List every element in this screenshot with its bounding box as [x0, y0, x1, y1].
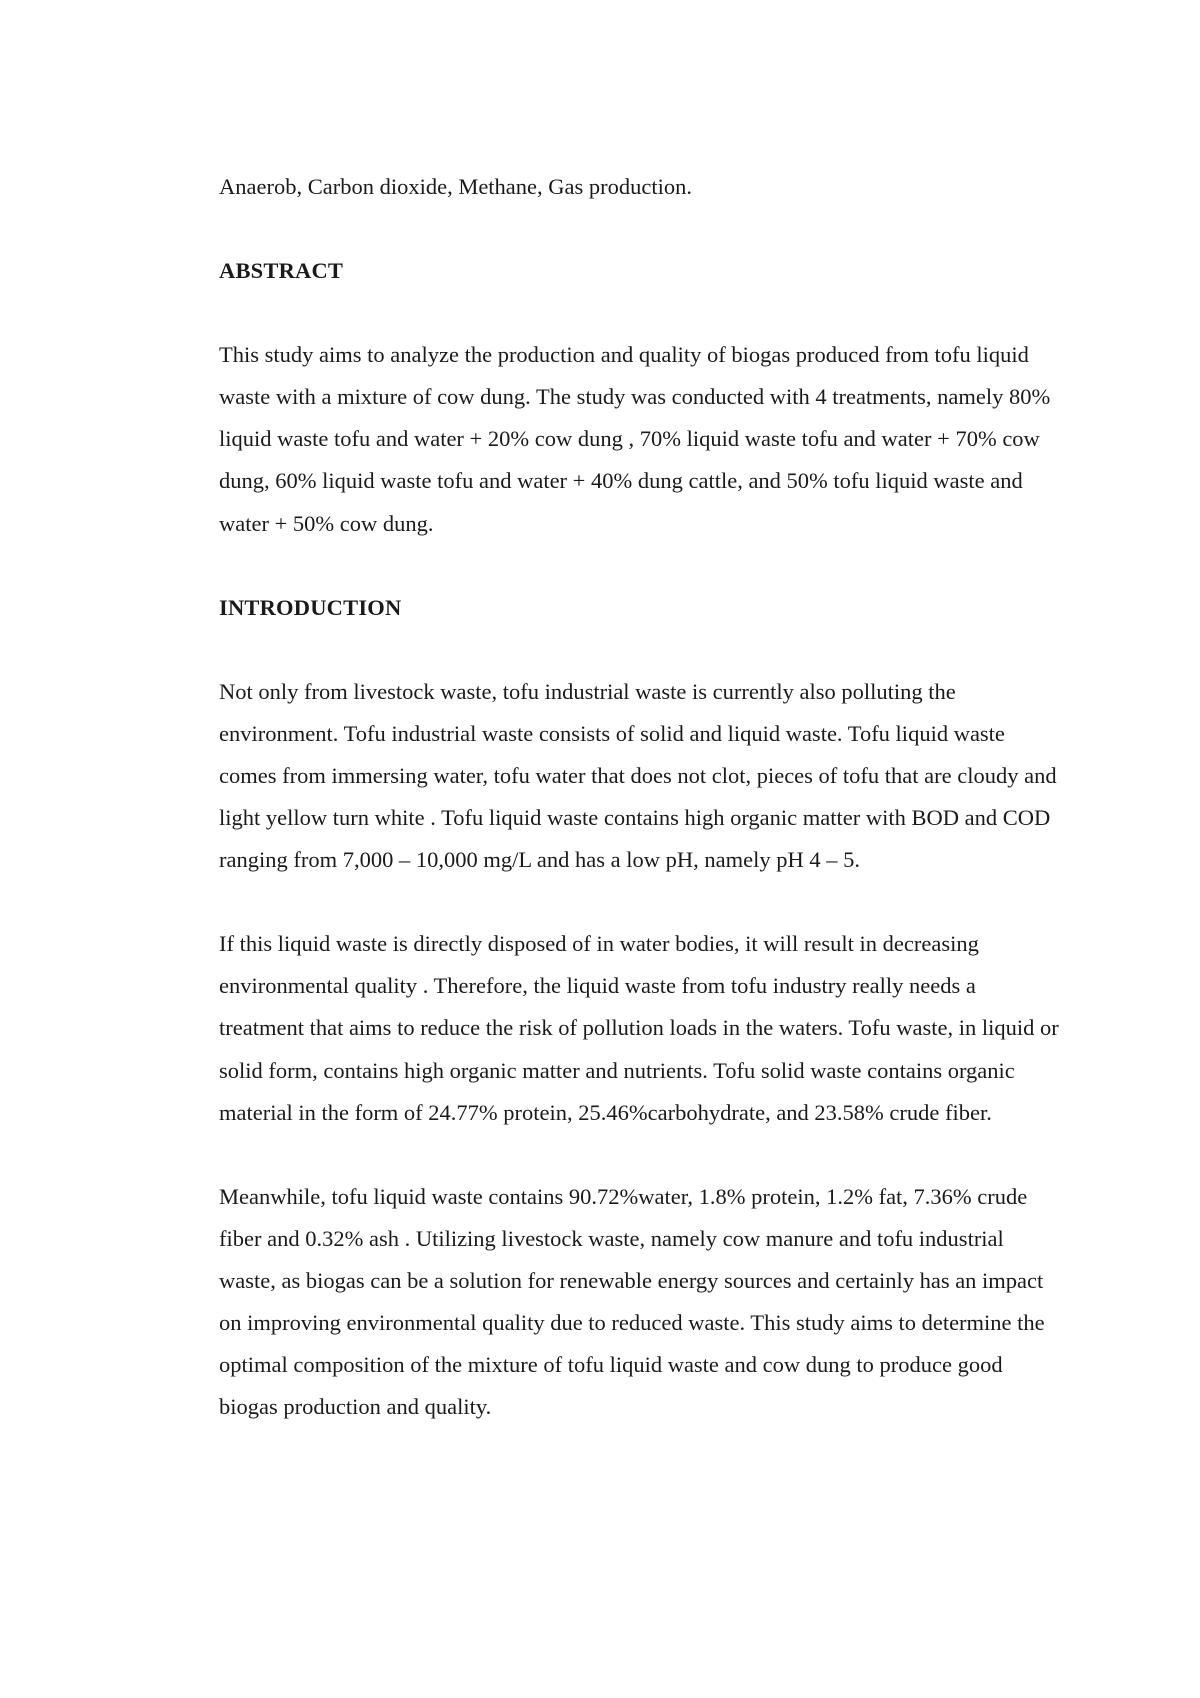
abstract-heading: ABSTRACT	[219, 258, 344, 284]
introduction-paragraph-3: Meanwhile, tofu liquid waste contains 90.72%water, 1.8% protein, 1.2% fat, 7.36% crude fiber and 0.32% ash . Utilizing livestock waste, namely cow manure and tofu industrial waste, as biogas can be a solution for renewable energy sources and certainly has an impact on improving environmental quality due to reduced waste. This study aims to determine the optimal composition of the mixture of tofu liquid waste and cow dung to produce good biogas production and quality.	[219, 1183, 1045, 1420]
introduction-heading: INTRODUCTION	[219, 594, 402, 620]
keywords-line: Anaerob, Carbon dioxide, Methane, Gas production.	[219, 174, 693, 199]
document-body	[219, 166, 1059, 1470]
introduction-paragraph-2: If this liquid waste is directly disposed of in water bodies, it will result in decreasing environmental quality . Therefore, the liquid waste from tofu industry really needs a treatment that aims to reduce the risk of pollution loads in the waters. Tofu waste, in liquid or solid form, contains high organic matter and nutrients. Tofu solid waste contains organic material in the form of 24.77% protein, 25.46%carbohydrate, and 23.58% crude fiber.	[219, 931, 1059, 1125]
abstract-paragraph: This study aims to analyze the production and quality of biogas produced from tofu liquid waste with a mixture of cow dung. The study was conducted with 4 treatments, namely 80% liquid waste tofu and water + 20% cow dung , 70% liquid waste tofu and water + 70% cow dung, 60% liquid waste tofu and water + 40% dung cattle, and 50% tofu liquid waste and water + 50% cow dung.	[219, 342, 1051, 536]
introduction-paragraph-1: Not only from livestock waste, tofu industrial waste is currently also polluting the environment. Tofu industrial waste consists of solid and liquid waste. Tofu liquid waste comes from immersing water, tofu water that does not clot, pieces of tofu that are cloudy and light yellow turn white . Tofu liquid waste contains high organic matter with BOD and COD ranging from 7,000 – 10,000 mg/L and has a low pH, namely pH 4 – 5.	[219, 678, 1057, 873]
